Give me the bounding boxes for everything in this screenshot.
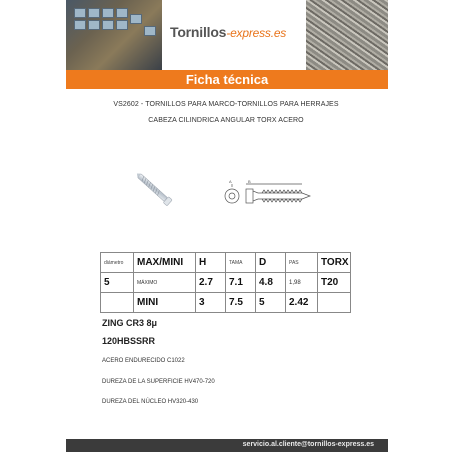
table-cell: H: [196, 253, 226, 273]
table-cell: MÁXIMO: [134, 273, 196, 293]
material-note: ACERO ENDURECIDO C1022: [102, 358, 185, 364]
product-line-2: CABEZA CILINDRICA ANGULAR TORX ACERO: [148, 117, 304, 124]
table-cell: 5: [101, 273, 134, 293]
table-header-row: [101, 253, 351, 273]
table-cell: 4.8: [256, 273, 286, 293]
finish-note: ZING CR3 8μ: [102, 318, 158, 328]
title-bar: [66, 70, 388, 89]
page-title: Ficha técnica: [185, 72, 269, 87]
spec-table: [100, 252, 351, 313]
table-cell: 2.42: [286, 293, 318, 313]
table-cell: diámetro: [101, 253, 134, 273]
table-cell: TAMA: [226, 253, 256, 273]
table-cell: PAS: [286, 253, 318, 273]
product-line-1: VS2602 - TORNILLOS PARA MARCO-TORNILLOS PARA HERRAJES: [113, 101, 339, 108]
screw-image: [130, 164, 176, 216]
table-cell: 5: [256, 293, 286, 313]
header-banner: [66, 0, 388, 70]
logo: [162, 0, 306, 70]
logo-main-text: Tornillos: [170, 24, 227, 40]
table-cell: D: [256, 253, 286, 273]
table-cell: [101, 293, 134, 313]
table-row: [101, 293, 351, 313]
table-cell: 2.7: [196, 273, 226, 293]
drawing-label-b: B: [248, 179, 251, 184]
table-cell: TORX: [318, 253, 351, 273]
table-cell: MAX/MINI: [134, 253, 196, 273]
technical-drawing: [218, 176, 314, 216]
table-cell: 7.5: [226, 293, 256, 313]
table-row: [101, 273, 351, 293]
logo-accent-text: -express.es: [226, 26, 287, 40]
footer: [66, 439, 388, 452]
table-cell: [318, 293, 351, 313]
table-cell: T20: [318, 273, 351, 293]
table-cell: 7.1: [226, 273, 256, 293]
core-hardness-note: DUREZA DEL NÚCLEO HV320-430: [102, 399, 199, 405]
surface-hardness-note: DUREZA DE LA SUPERFICIE HV470-720: [102, 379, 215, 385]
table-cell: 3: [196, 293, 226, 313]
drawing-label-a: A: [229, 179, 232, 184]
contact-email[interactable]: servicio.al.cliente@tornillos-express.es: [242, 441, 374, 448]
toolbox-photo: [66, 0, 162, 70]
screws-photo: [306, 0, 388, 70]
code-note: 120HBSSRR: [102, 336, 156, 346]
table-cell: 1,98: [286, 273, 318, 293]
table-cell: MINI: [134, 293, 196, 313]
